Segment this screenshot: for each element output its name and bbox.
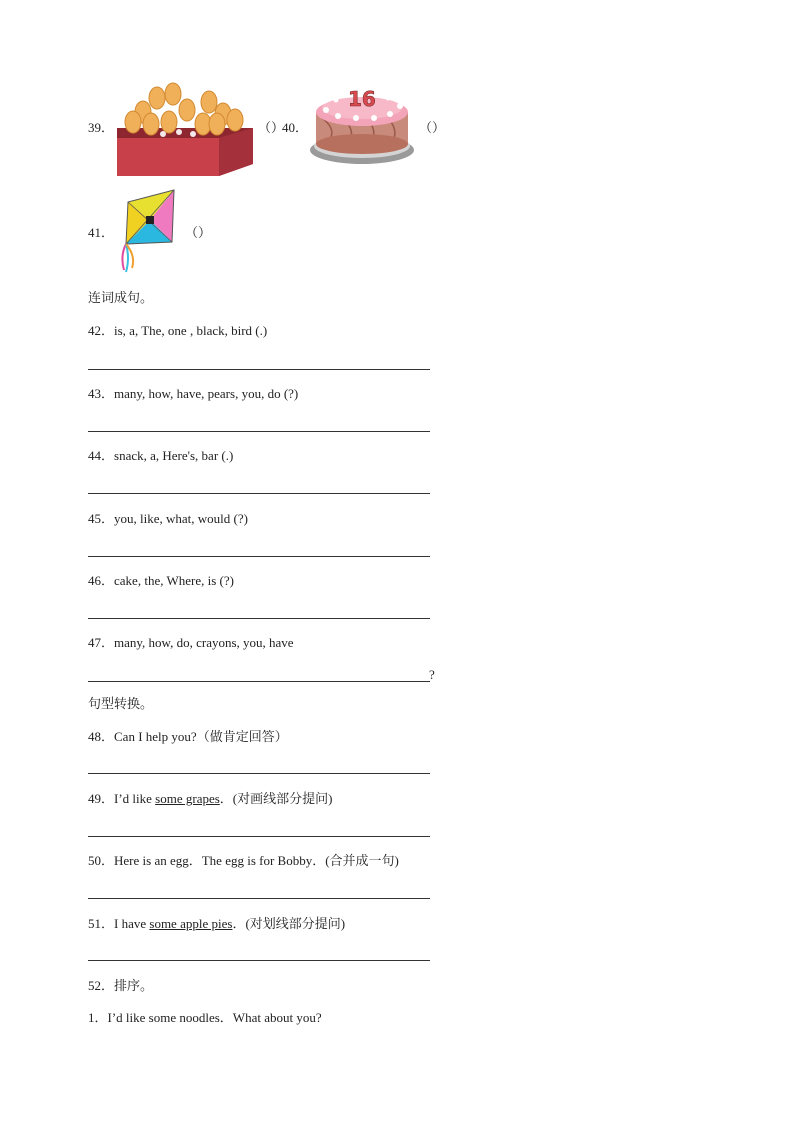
question-number: 42．	[88, 323, 115, 338]
question-number: 51．	[88, 916, 115, 931]
question-48	[88, 729, 288, 745]
question-instruction: ．(对划线部分提问)	[232, 916, 346, 931]
question-46	[88, 573, 234, 589]
question-50	[88, 853, 399, 869]
cake-number-label: 16	[348, 87, 376, 111]
question-text: many, how, have, pears, you, do (?)	[114, 386, 299, 401]
answer-line-47[interactable]	[88, 681, 430, 682]
answer-line-48[interactable]	[88, 773, 430, 774]
answer-line-42[interactable]	[88, 369, 430, 370]
question-number-39: 39．	[88, 120, 115, 135]
egg-box-picture	[113, 80, 257, 178]
question-number: 50．	[88, 853, 115, 868]
question-43	[88, 386, 298, 402]
question-number-41: 41．	[88, 225, 115, 240]
question-text: I have	[114, 916, 150, 931]
question-number: 52．	[88, 978, 115, 993]
q52-item-1	[88, 1010, 322, 1026]
question-text: Here is an egg．The egg is for Bobby．(合并成一句)	[114, 853, 399, 868]
question-49	[88, 791, 332, 807]
answer-line-45[interactable]	[88, 556, 430, 557]
section-title-reorder: 连词成句。	[88, 291, 154, 306]
question-42	[88, 323, 267, 339]
question-text: 排序。	[114, 979, 154, 994]
question-number: 44．	[88, 448, 115, 463]
question-47-end-mark: ?	[429, 667, 435, 682]
question-number-40: 40．	[282, 120, 309, 135]
underlined-phrase: some apple pies	[149, 916, 233, 931]
question-47	[88, 635, 294, 651]
question-number: 45．	[88, 511, 115, 526]
question-number: 47．	[88, 635, 115, 650]
question-number: 43．	[88, 386, 115, 401]
answer-line-46[interactable]	[88, 618, 430, 619]
answer-line-43[interactable]	[88, 431, 430, 432]
answer-line-50[interactable]	[88, 898, 430, 899]
question-instruction: ．(对画线部分提问)	[219, 791, 333, 806]
underlined-phrase: some grapes	[155, 791, 220, 806]
item-text: I’d like some noodles．What about you?	[107, 1010, 322, 1025]
answer-line-51[interactable]	[88, 960, 430, 961]
question-text: is, a, The, one , black, bird (.)	[114, 323, 268, 338]
kite-picture	[112, 186, 180, 276]
answer-line-44[interactable]	[88, 493, 430, 494]
question-text: cake, the, Where, is (?)	[114, 573, 234, 588]
question-44	[88, 448, 233, 464]
question-45	[88, 511, 248, 527]
question-text: snack, a, Here's, bar (.)	[114, 448, 234, 463]
section-title-transform: 句型转换。	[88, 697, 154, 712]
question-number: 48．	[88, 729, 115, 744]
question-text: you, like, what, would (?)	[114, 511, 248, 526]
item-number: 1．	[88, 1010, 108, 1025]
question-number: 46．	[88, 573, 115, 588]
answer-paren-40: （）	[419, 120, 446, 135]
question-text: many, how, do, crayons, you, have	[114, 635, 294, 650]
answer-paren-39: （）	[258, 120, 285, 135]
question-text: Can I help you?（做肯定回答）	[114, 729, 288, 744]
answer-paren-41: （）	[185, 225, 212, 240]
question-text: I’d like	[114, 791, 156, 806]
question-52	[88, 978, 153, 995]
question-51	[88, 916, 345, 932]
birthday-cake-picture	[308, 84, 416, 170]
question-number: 49．	[88, 791, 115, 806]
answer-line-49[interactable]	[88, 836, 430, 837]
